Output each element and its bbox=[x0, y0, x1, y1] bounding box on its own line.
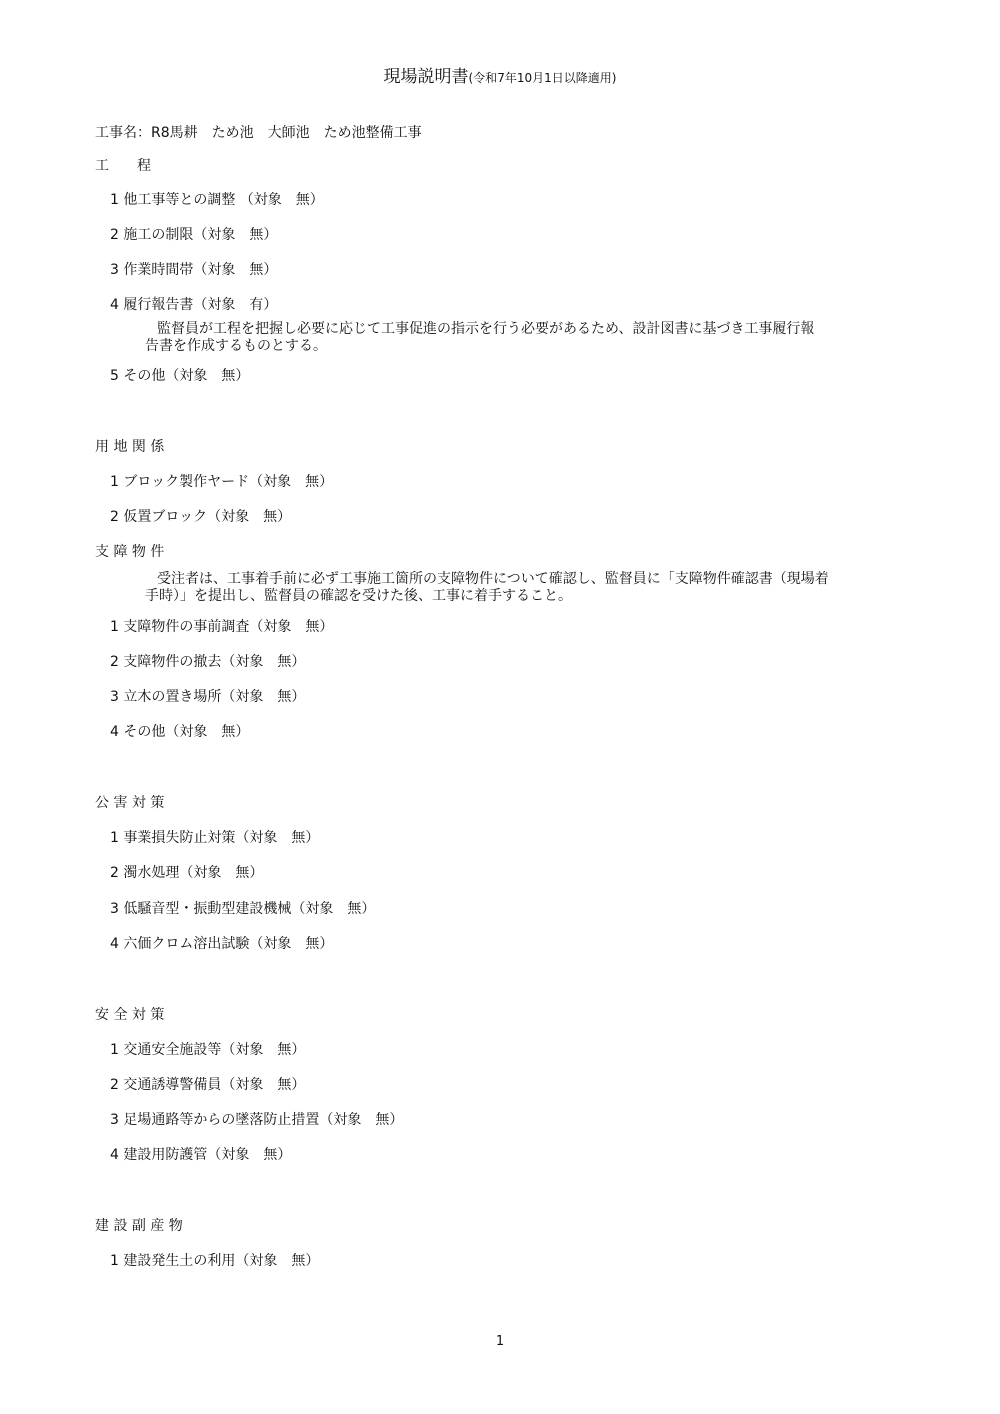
list-item: 1 他工事等との調整 （対象 無） bbox=[110, 192, 324, 208]
schedule-note-line: 告書を作成するものとする。 bbox=[145, 338, 327, 354]
list-item: 4 その他（対象 無） bbox=[110, 724, 250, 740]
list-item: 2 仮置ブロック（対象 無） bbox=[110, 509, 292, 525]
section-heading-land: 用 地 関 係 bbox=[95, 439, 165, 455]
schedule-report-note bbox=[145, 321, 895, 355]
page-number: 1 bbox=[495, 1334, 505, 1349]
obstacles-intro-line: 受注者は、工事着手前に必ず工事施工箇所の支障物件について確認し、監督員に「支障物件確認書（現場着 bbox=[157, 571, 829, 587]
list-item: 1 交通安全施設等（対象 無） bbox=[110, 1042, 306, 1058]
schedule-note-line: 監督員が工程を把握し必要に応じて工事促進の指示を行う必要があるため、設計図書に基づき工事履行報 bbox=[157, 321, 815, 337]
list-item: 3 足場通路等からの墜落防止措置（対象 無） bbox=[110, 1112, 404, 1128]
section-heading-pollution: 公 害 対 策 bbox=[95, 795, 165, 811]
list-item: 2 支障物件の撤去（対象 無） bbox=[110, 654, 306, 670]
list-item: 3 作業時間帯（対象 無） bbox=[110, 262, 278, 278]
document-title-applicability: (令和7年10月1日以降適用) bbox=[468, 71, 617, 85]
list-item: 2 施工の制限（対象 無） bbox=[110, 227, 278, 243]
list-item: 5 その他（対象 無） bbox=[110, 368, 250, 384]
list-item: 3 低騒音型・振動型建設機械（対象 無） bbox=[110, 901, 376, 917]
section-heading-schedule: 工 程 bbox=[95, 158, 151, 174]
list-item: 2 交通誘導警備員（対象 無） bbox=[110, 1077, 306, 1093]
list-item: 4 建設用防護管（対象 無） bbox=[110, 1147, 292, 1163]
document-title bbox=[0, 62, 1000, 87]
project-name: 工事名：R8馬耕 ため池 大師池 ため池整備工事 bbox=[95, 125, 422, 141]
list-item: 4 履行報告書（対象 有） bbox=[110, 297, 278, 313]
obstacles-intro-line: 手時）」を提出し、監督員の確認を受けた後、工事に着手すること。 bbox=[145, 588, 572, 604]
section-heading-safety: 安 全 対 策 bbox=[95, 1007, 165, 1023]
list-item: 1 支障物件の事前調査（対象 無） bbox=[110, 619, 334, 635]
section-heading-obstacles: 支 障 物 件 bbox=[95, 544, 165, 560]
list-item: 2 濁水処理（対象 無） bbox=[110, 865, 264, 881]
list-item: 1 ブロック製作ヤード（対象 無） bbox=[110, 474, 334, 490]
obstacles-intro bbox=[145, 571, 895, 605]
list-item: 1 建設発生土の利用（対象 無） bbox=[110, 1253, 320, 1269]
list-item: 3 立木の置き場所（対象 無） bbox=[110, 689, 306, 705]
document-title-main: 現場説明書 bbox=[383, 67, 469, 87]
section-heading-byproducts: 建 設 副 産 物 bbox=[95, 1218, 183, 1234]
list-item: 4 六価クロム溶出試験（対象 無） bbox=[110, 936, 334, 952]
list-item: 1 事業損失防止対策（対象 無） bbox=[110, 830, 320, 846]
